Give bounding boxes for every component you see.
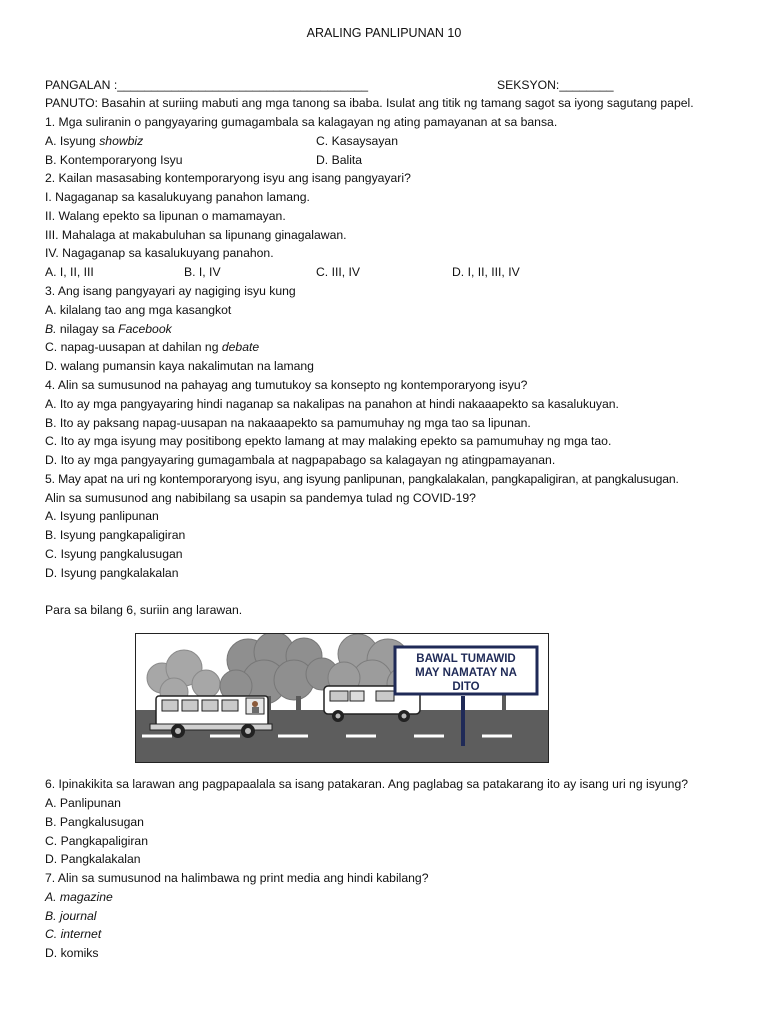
- name-field: [45, 78, 368, 93]
- q7-choice-d: D. komiks: [45, 946, 99, 960]
- q3-choice-b-text: nilagay sa: [56, 322, 119, 336]
- q6-text: 6. Ipinakikita sa larawan ang pagpapaalala sa isang patakaran. Ang paglabag sa patakarang ito ay isang uri ng isyung?: [45, 777, 689, 791]
- q6-choice-c: C. Pangkapaligiran: [45, 834, 148, 848]
- section-label: SEKSYON:: [497, 78, 560, 92]
- q1-choice-c: C. Kasaysayan: [316, 134, 398, 148]
- q2-choice-c: C. III, IV: [316, 265, 361, 279]
- q3-choice-b-label: B.: [45, 322, 57, 336]
- name-label: PANGALAN :: [45, 78, 118, 92]
- sign-line-3: DITO: [452, 681, 480, 693]
- name-blank: _____________________________________: [117, 78, 369, 92]
- q2-statement-iv: IV. Nagaganap sa kasalukuyang panahon.: [45, 246, 274, 260]
- q2-statement-i: I. Nagaganap sa kasalukuyang panahon lamang.: [45, 190, 310, 204]
- q3-choice-a: A. kilalang tao ang mga kasangkot: [45, 303, 232, 317]
- road-illustration: [135, 633, 549, 763]
- q5-choice-b: B. Isyung pangkapaligiran: [45, 528, 186, 542]
- q4-choice-d: D. Ito ay mga pangyayaring gumagambala at nagpapabago sa kalagayan ng atingpamayanan.: [45, 453, 556, 467]
- q2-choice-b: B. I, IV: [184, 265, 221, 279]
- q6-choice-b: B. Pangkalusugan: [45, 815, 144, 829]
- q5-question: Alin sa sumusunod ang nabibilang sa usapin sa pandemya tulad ng COVID-19?: [45, 491, 476, 505]
- q1-choice-a-italic: showbiz: [99, 134, 144, 148]
- q6-choice-a: A. Panlipunan: [45, 796, 121, 810]
- q7-choice-c: C. internet: [45, 927, 102, 941]
- section-blank: ________: [559, 78, 614, 92]
- q4-choice-b: B. Ito ay paksang napag-uusapan na nakaaapekto sa pamumuhay ng mga tao sa lipunan.: [45, 416, 531, 430]
- q5-choice-c: C. Isyung pangkalusugan: [45, 547, 183, 561]
- q5-choice-a: A. Isyung panlipunan: [45, 509, 159, 523]
- q2-text: 2. Kailan masasabing kontemporaryong isyu ang isang pangyayari?: [45, 171, 411, 185]
- q5-choice-d: D. Isyung pangkalakalan: [45, 566, 179, 580]
- q2-choice-a: A. I, II, III: [45, 265, 94, 279]
- q3-choice-c-italic: debate: [221, 340, 260, 354]
- q4-choice-a: A. Ito ay mga pangyayaring hindi naganap sa nakalipas na panahon at hindi nakaaapekto sa kasalukuyan.: [45, 397, 619, 411]
- q1-choice-a: [45, 134, 143, 149]
- q7-choice-b: B. journal: [45, 909, 97, 923]
- q2-statement-ii: II. Walang epekto sa lipunan o mamamayan.: [45, 209, 286, 223]
- q3-text: 3. Ang isang pangyayari ay nagiging isyu kung: [45, 284, 296, 298]
- q3-choice-b-italic: Facebook: [118, 322, 172, 336]
- q3-choice-c: [45, 340, 259, 355]
- q3-choice-c-label: C. napag-uusapan at dahilan ng: [45, 340, 222, 354]
- q1-choice-b: B. Kontemporaryong Isyu: [45, 153, 183, 167]
- q7-choice-a: A. magazine: [45, 890, 113, 904]
- q1-text: 1. Mga suliranin o pangyayaring gumagambala sa kalagayan ng ating pamayanan at sa bansa.: [45, 115, 558, 129]
- q3-choice-b: [45, 322, 172, 337]
- q5-text: 5. May apat na uri ng kontemporaryong isyu, ang isyung panlipunan, pangkalakalan, pangkapaligiran, at pangkalusugan.: [45, 472, 679, 486]
- q1-choice-a-label: A. Isyung: [45, 134, 100, 148]
- q4-text: 4. Alin sa sumusunod na pahayag ang tumutukoy sa konsepto ng kontemporaryong isyu?: [45, 378, 528, 392]
- q1-choice-d: D. Balita: [316, 153, 363, 167]
- q7-text: 7. Alin sa sumusunod na halimbawa ng print media ang hindi kabilang?: [45, 871, 429, 885]
- q2-choice-d: D. I, II, III, IV: [452, 265, 520, 279]
- q6-choice-d: D. Pangkalakalan: [45, 852, 141, 866]
- page-title: ARALING PANLIPUNAN 10: [306, 26, 462, 40]
- sign-line-1: BAWAL TUMAWID: [416, 653, 516, 665]
- sign-line-2: MAY NAMATAY NA: [415, 667, 517, 679]
- figure-intro: Para sa bilang 6, suriin ang larawan.: [45, 603, 243, 617]
- q3-choice-d: D. walang pumansin kaya nakalimutan na lamang: [45, 359, 314, 373]
- q4-choice-c: C. Ito ay mga isyung may positibong epekto lamang at may malaking epekto sa pamumuhay ng mga tao.: [45, 434, 612, 448]
- q2-statement-iii: III. Mahalaga at makabuluhan sa lipunang ginagalawan.: [45, 228, 347, 242]
- instructions: PANUTO: Basahin at suriing mabuti ang mga tanong sa ibaba. Isulat ang titik ng tamang sagot sa iyong sagutang papel.: [45, 96, 694, 110]
- section-field: [497, 78, 614, 93]
